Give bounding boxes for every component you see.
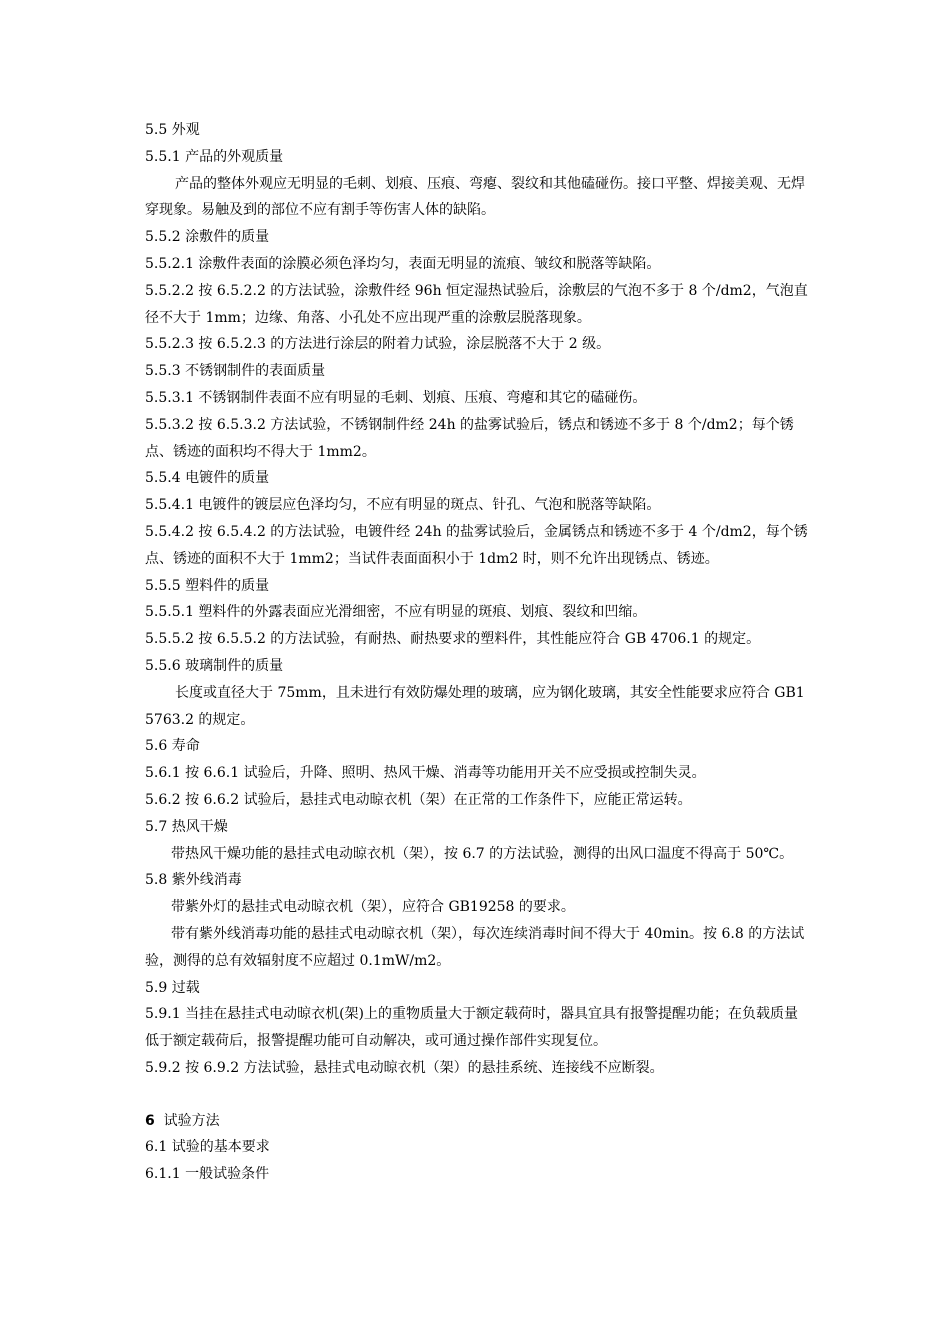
clause-item: 5.5.5.2 按 6.5.5.2 的方法试验，有耐热、耐热要求的塑料件，其性能应符合 GB 4706.1 的规定。 bbox=[145, 631, 761, 648]
section-heading: 5.5.3 不锈钢制件的表面质量 bbox=[145, 363, 326, 380]
section-heading: 5.5.6 玻璃制件的质量 bbox=[145, 657, 284, 674]
clause-item: 5.5.2.2 按 6.5.2.2 的方法试验，涂敷件经 96h 恒定湿热试验后，涂敷层的气泡不多于 8 个/dm2，气泡直径不大于 1mm；边缘、角落、小孔处不应出现严重的涂敷层脱落现象。 bbox=[145, 282, 808, 326]
section-heading: 5.6 寿命 bbox=[145, 738, 200, 755]
paragraph: 长度或直径大于 75mm，且未进行有效防爆处理的玻璃，应为钢化玻璃，其安全性能要求应符合 GB15763.2 的规定。 bbox=[145, 684, 805, 728]
section-6-number: 6 bbox=[145, 1112, 155, 1129]
paragraph: 带有紫外线消毒功能的悬挂式电动晾衣机（架），每次连续消毒时间不得大于 40min。按 6.8 的方法试验，测得的总有效辐射度不应超过 0.1mW/m2。 bbox=[145, 925, 805, 969]
section-heading: 5.9 过载 bbox=[145, 979, 200, 996]
clause-item: 5.5.5.1 塑料件的外露表面应光滑细密，不应有明显的斑痕、划痕、裂纹和凹缩。 bbox=[145, 604, 647, 621]
paragraph: 带紫外灯的悬挂式电动晾衣机（架），应符合 GB19258 的要求。 bbox=[171, 899, 575, 916]
section-6-title: 试验方法 bbox=[163, 1112, 220, 1129]
section-heading: 5.5.1 产品的外观质量 bbox=[145, 148, 284, 165]
section-6-1-1-heading: 6.1.1 一般试验条件 bbox=[145, 1166, 270, 1183]
clause-item: 5.6.1 按 6.6.1 试验后，升降、照明、热风干燥、消毒等功能用开关不应受损或控制失灵。 bbox=[145, 765, 706, 782]
section-heading: 5.5.5 塑料件的质量 bbox=[145, 577, 270, 594]
section-spacer bbox=[145, 1082, 810, 1108]
section-heading: 5.5.4 电镀件的质量 bbox=[145, 470, 270, 487]
section-5-5-to-5-9 bbox=[145, 117, 810, 1082]
clause-item: 5.5.4.2 按 6.5.4.2 的方法试验，电镀件经 24h 的盐雾试验后，金属锈点和锈迹不多于 4 个/dm2，每个锈点、锈迹的面积不大于 1mm2；当试件表面面积小于 1dm2 时，则不允许出现锈点、锈迹。 bbox=[145, 523, 808, 567]
section-heading: 5.5 外观 bbox=[145, 122, 200, 138]
clause-item: 5.9.1 当挂在悬挂式电动晾衣机(架)上的重物质量大于额定载荷时，器具宜具有报警提醒功能；在负载质量低于额定载荷后，报警提醒功能可自动解决，或可通过操作部件实现复位。 bbox=[145, 1006, 798, 1050]
section-heading: 5.7 热风干燥 bbox=[145, 818, 228, 835]
paragraph: 带热风干燥功能的悬挂式电动晾衣机（架），按 6.7 的方法试验，测得的出风口温度不得高于 50℃。 bbox=[171, 845, 794, 862]
clause-item: 5.5.3.2 按 6.5.3.2 方法试验，不锈钢制件经 24h 的盐雾试验后，锈点和锈迹不多于 8 个/dm2；每个锈点、锈迹的面积均不得大于 1mm2。 bbox=[145, 416, 794, 460]
document-body bbox=[145, 117, 810, 1188]
section-6-1-heading: 6.1 试验的基本要求 bbox=[145, 1139, 270, 1156]
clause-item: 5.9.2 按 6.9.2 方法试验，悬挂式电动晾衣机（架）的悬挂系统、连接线不应断裂。 bbox=[145, 1059, 664, 1076]
clause-item: 5.5.3.1 不锈钢制件表面不应有明显的毛刺、划痕、压痕、弯瘪和其它的磕碰伤。 bbox=[145, 389, 647, 406]
clause-item: 5.5.2.3 按 6.5.2.3 的方法进行涂层的附着力试验，涂层脱落不大于 2 级。 bbox=[145, 336, 611, 353]
clause-item: 5.5.4.1 电镀件的镀层应色泽均匀，不应有明显的斑点、针孔、气泡和脱落等缺陷。 bbox=[145, 497, 661, 514]
section-heading: 5.5.2 涂敷件的质量 bbox=[145, 229, 270, 246]
paragraph: 产品的整体外观应无明显的毛刺、划痕、压痕、弯瘪、裂纹和其他磕碰伤。接口平整、焊接美观、无焊穿现象。易触及到的部位不应有割手等伤害人体的缺陷。 bbox=[145, 175, 805, 219]
clause-item: 5.6.2 按 6.6.2 试验后，悬挂式电动晾衣机（架）在正常的工作条件下，应能正常运转。 bbox=[145, 791, 692, 808]
section-6-heading bbox=[145, 1108, 810, 1135]
section-heading: 5.8 紫外线消毒 bbox=[145, 872, 242, 889]
clause-item: 5.5.2.1 涂敷件表面的涂膜必须色泽均匀，表面无明显的流痕、皱纹和脱落等缺陷。 bbox=[145, 255, 661, 272]
